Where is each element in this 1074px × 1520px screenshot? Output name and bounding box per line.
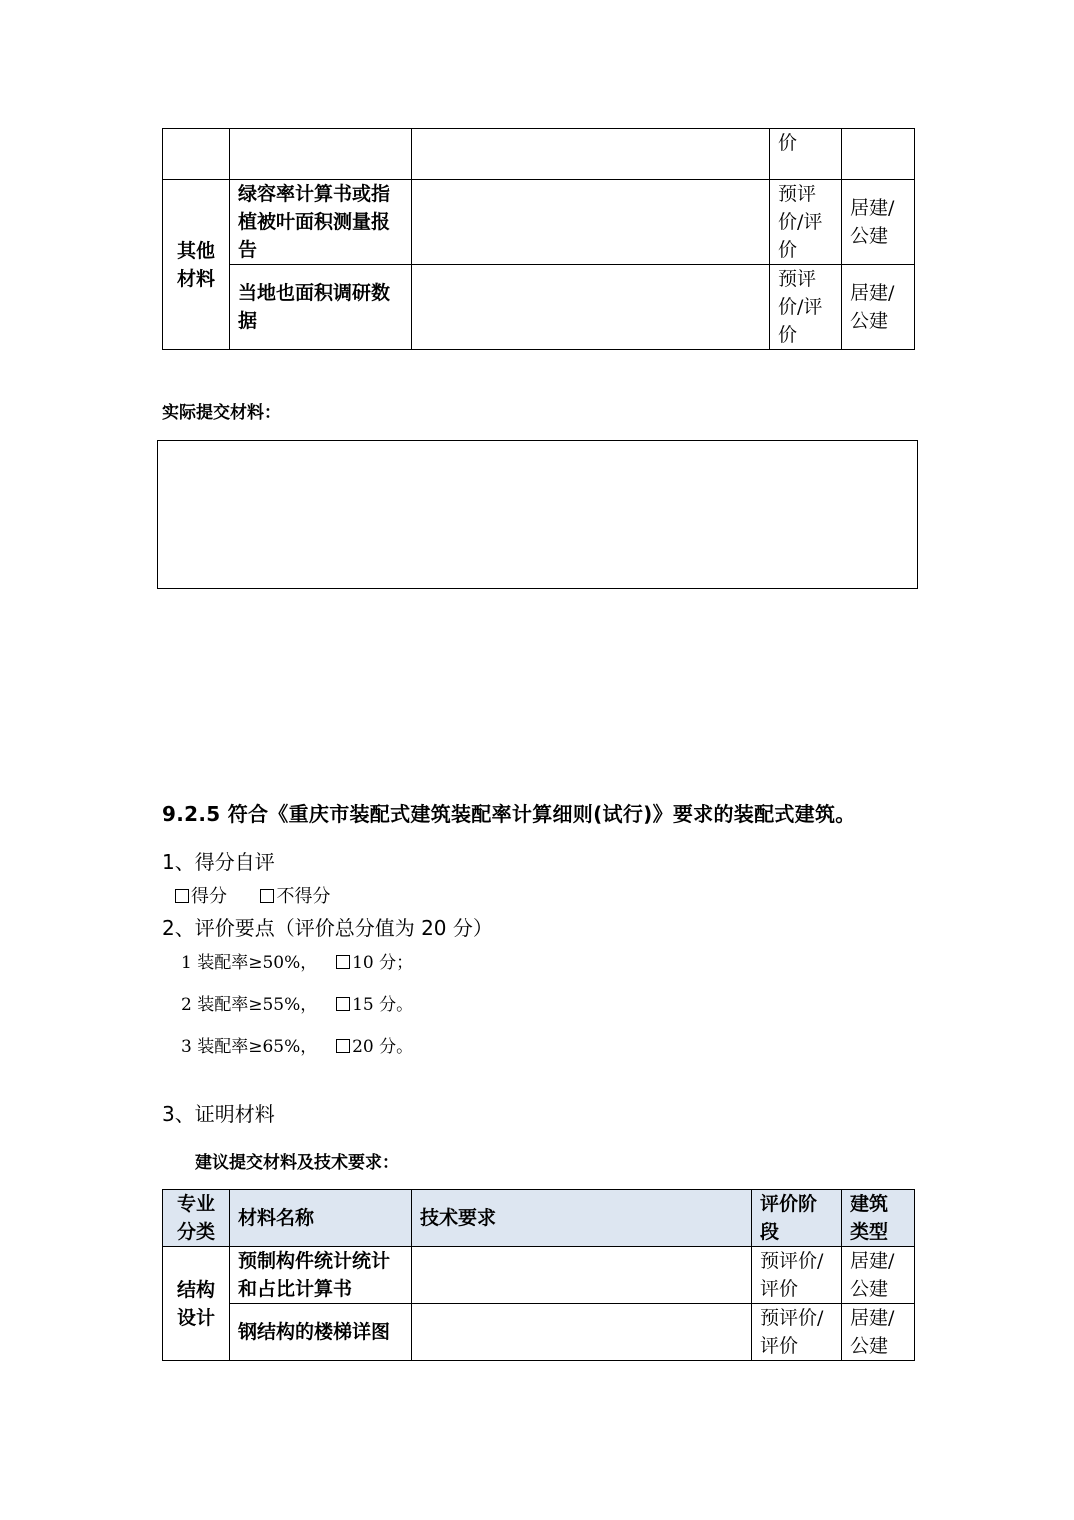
building-type: 居建/ 公建	[842, 265, 915, 350]
suggest-label: 建议提交材料及技术要求：	[195, 1153, 399, 1173]
checkbox-icon[interactable]	[336, 1039, 350, 1053]
tech-requirement	[412, 1247, 752, 1304]
criterion-item: 2 装配率≥55%， 15 分。	[181, 995, 414, 1015]
table-cell	[163, 129, 230, 180]
building-type: 居建/ 公建	[842, 1247, 915, 1304]
self-eval-title: 1、得分自评	[162, 850, 275, 874]
table-row	[163, 265, 915, 350]
table-row	[163, 1304, 915, 1361]
materials-table-top	[162, 128, 915, 350]
criterion-item: 3 装配率≥65%， 20 分。	[181, 1037, 414, 1057]
score-option[interactable]: 得分	[175, 886, 227, 907]
checkbox-icon[interactable]	[336, 997, 350, 1011]
material-name: 预制构件统计统计 和占比计算书	[230, 1247, 412, 1304]
score-options	[175, 882, 330, 908]
points-title: 2、评价要点（评价总分值为 20 分）	[162, 916, 493, 940]
eval-stage: 预评价/ 评价	[752, 1247, 842, 1304]
header-stage: 评价阶 段	[752, 1190, 842, 1247]
checkbox-icon[interactable]	[260, 889, 274, 903]
header-category: 专业 分类	[163, 1190, 230, 1247]
header-requirement: 技术要求	[412, 1190, 752, 1247]
checkbox-icon[interactable]	[336, 955, 350, 969]
material-name: 钢结构的楼梯详图	[230, 1304, 412, 1361]
building-type: 居建/ 公建	[842, 1304, 915, 1361]
eval-stage: 预评 价/评 价	[770, 265, 842, 350]
section-heading: 9.2.5 符合《重庆市装配式建筑装配率计算细则(试行)》要求的装配式建筑。	[162, 802, 856, 826]
eval-stage: 预评 价/评 价	[770, 180, 842, 265]
stage-cell: 价	[770, 129, 842, 180]
table-cell	[230, 129, 412, 180]
no-score-option[interactable]: 不得分	[260, 886, 330, 907]
material-name: 当地也面积调研数 据	[230, 265, 412, 350]
table-row	[163, 180, 915, 265]
eval-stage: 预评价/ 评价	[752, 1304, 842, 1361]
submitted-materials-label: 实际提交材料：	[162, 403, 281, 423]
building-type: 居建/ 公建	[842, 180, 915, 265]
table-cell	[412, 129, 770, 180]
table-row	[163, 129, 915, 180]
table-cell	[842, 129, 915, 180]
tech-requirement	[412, 1304, 752, 1361]
tech-requirement	[412, 180, 770, 265]
header-type: 建筑 类型	[842, 1190, 915, 1247]
header-name: 材料名称	[230, 1190, 412, 1247]
table-row	[163, 1247, 915, 1304]
submitted-materials-box[interactable]	[157, 440, 918, 589]
table-header-row	[163, 1190, 915, 1247]
materials-table-bottom	[162, 1189, 915, 1361]
tech-requirement	[412, 265, 770, 350]
group-label: 其他 材料	[163, 180, 230, 350]
checkbox-icon[interactable]	[175, 889, 189, 903]
material-name: 绿容率计算书或指 植被叶面积测量报 告	[230, 180, 412, 265]
evidence-title: 3、证明材料	[162, 1102, 275, 1126]
group-label: 结构 设计	[163, 1247, 230, 1361]
criterion-item: 1 装配率≥50%， 10 分；	[181, 953, 414, 973]
